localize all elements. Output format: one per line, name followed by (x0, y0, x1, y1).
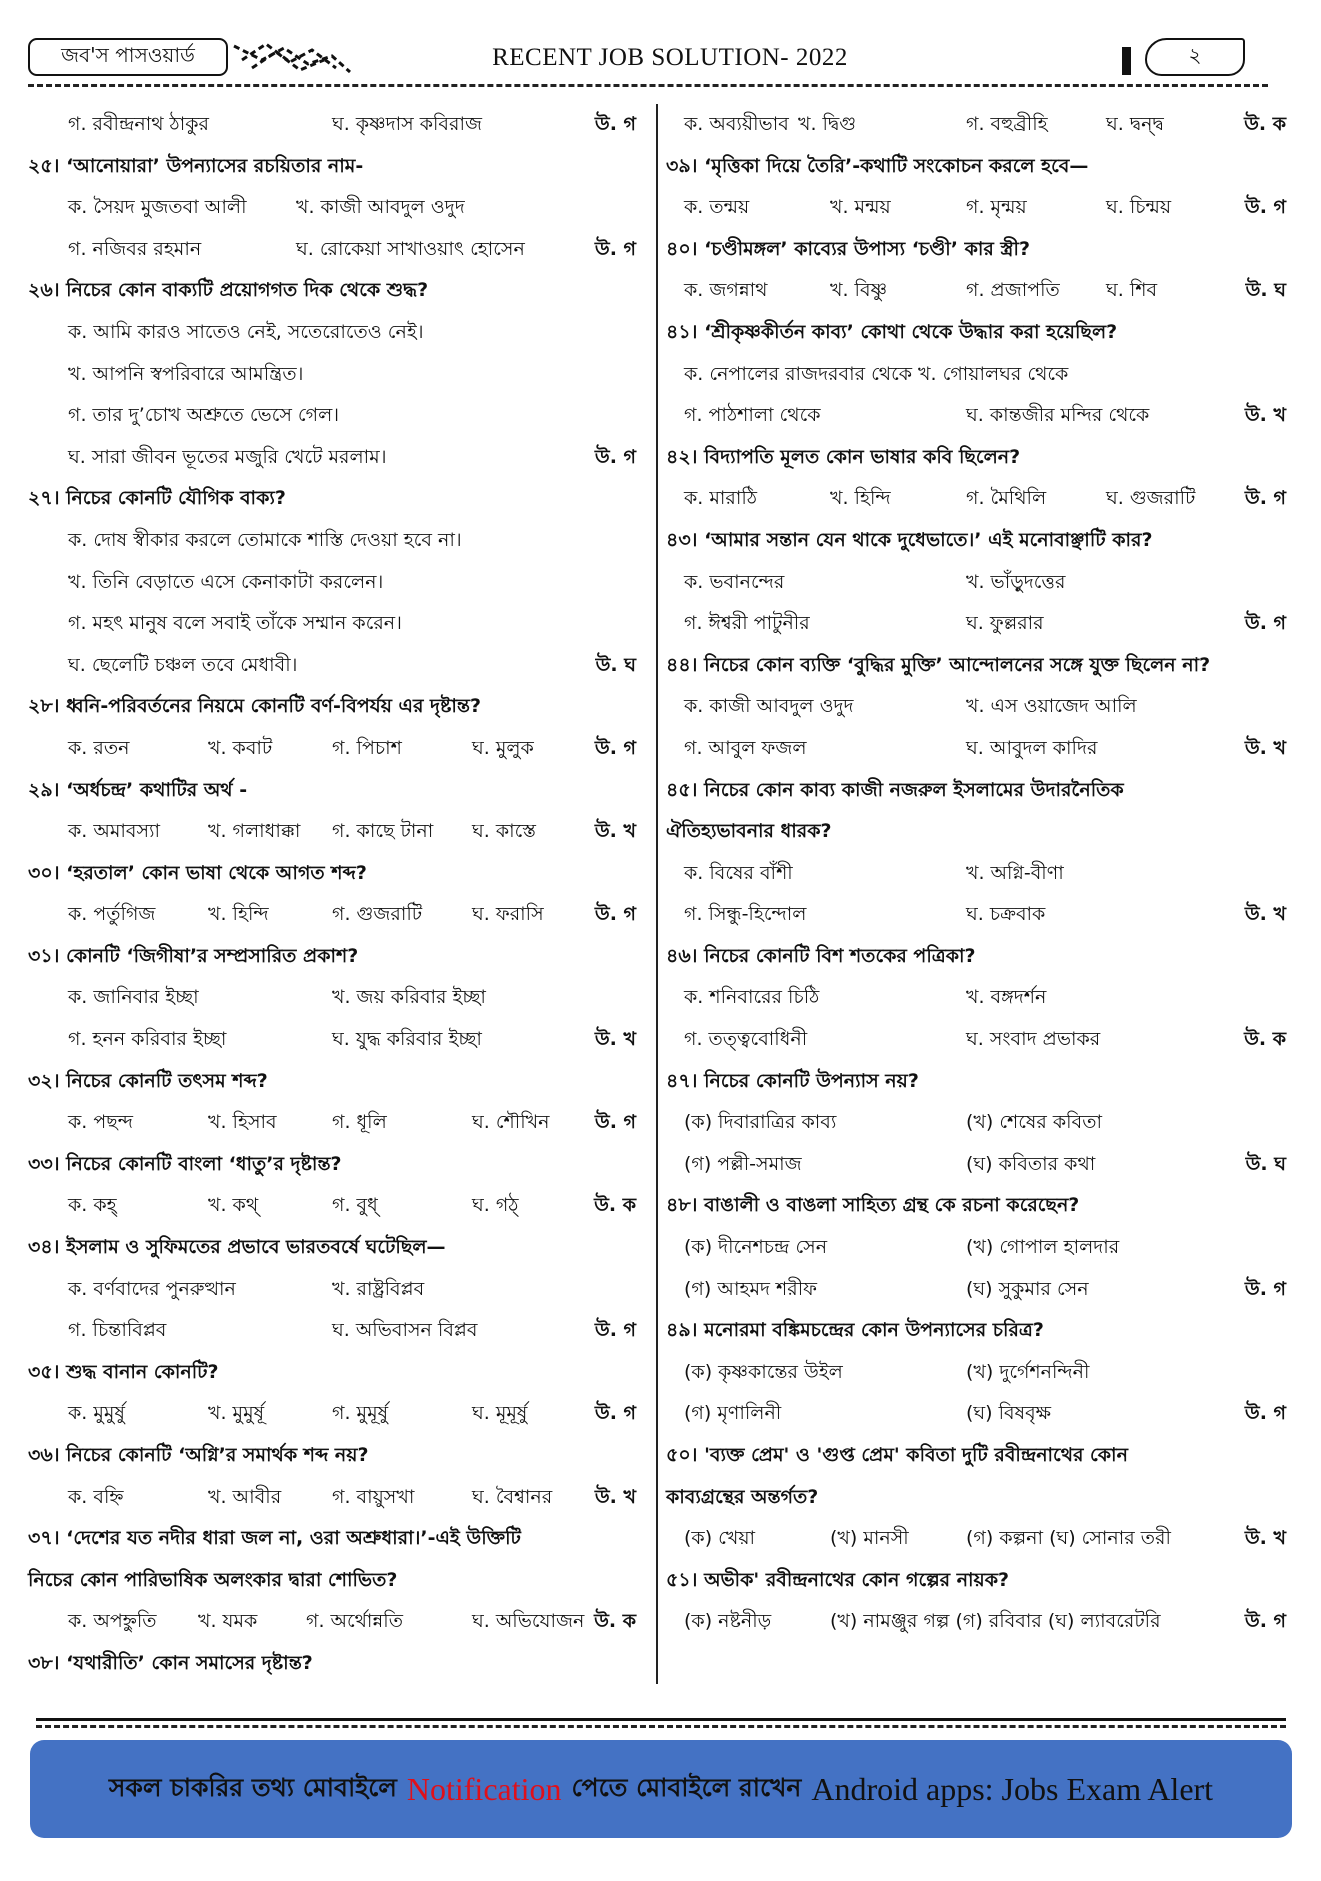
options-row (28, 437, 648, 479)
option-text: ঘ. অভিবাসন বিপ্লব (332, 1319, 478, 1342)
option-text: খ. বিষ্ণু (830, 279, 888, 302)
option-text: (ঘ) সুকুমার সেন (966, 1277, 1089, 1300)
options-row (28, 894, 648, 936)
answer-label: উ. ঘ (1245, 1152, 1286, 1175)
option-text: ক. নেপালের রাজদরবার থেকে খ. গোয়ালঘর থেকে (684, 362, 1069, 385)
option-text: ক. বর্ণবাদের পুনরুত্থান (68, 1277, 236, 1300)
options-row (28, 1185, 648, 1227)
option-text: খ. রাষ্ট্রবিপ্লব (332, 1277, 425, 1300)
option-text: খ. আবীর (208, 1485, 282, 1508)
column-divider (656, 104, 658, 1684)
banner-suffix: Android apps: Jobs Exam Alert (811, 1770, 1214, 1807)
answer-label: উ. খ (594, 1485, 636, 1508)
options-row (28, 354, 648, 396)
option-text: গ. ধূলি (332, 1111, 387, 1134)
question-text: ৩১। কোনটি ‘জিগীষা’র সম্প্রসারিত প্রকাশ? (28, 944, 359, 967)
question-text: ৪৪। নিচের কোন ব্যক্তি ‘বুদ্ধির মুক্তি’ আন্দোলনের সঙ্গে যুক্ত ছিলেন না? (666, 653, 1211, 676)
option-text: গ. বায়ুসখা (332, 1485, 415, 1508)
question-text: ২৭। নিচের কোনটি যৌগিক বাক্য? (28, 487, 286, 510)
options-row (666, 1393, 1286, 1435)
options-row (28, 1393, 648, 1435)
option-text: খ. জয় করিবার ইচ্ছা (332, 986, 486, 1009)
options-row (28, 229, 648, 271)
option-text: ক. দোষ স্বীকার করলে তোমাকে শাস্তি দেওয়া হবে না। (68, 528, 462, 551)
option-text: গ. নজিবর রহমান (68, 237, 202, 260)
option-text: গ. মহৎ মানুষ বলে সবাই তাঁকে সম্মান করেন। (68, 612, 402, 635)
options-row (666, 853, 1286, 895)
option-text: ক. মারাঠি (684, 487, 757, 510)
option-text: (ক) দীনেশচন্দ্র সেন (684, 1236, 828, 1259)
option-text: ঘ. শৌখিন (472, 1111, 550, 1134)
options-row (28, 520, 648, 562)
option-text: খ. ভাঁড়ুদত্তের (966, 570, 1066, 593)
option-text: (গ) কল্পনা (ঘ) সোনার তরী (966, 1527, 1171, 1550)
option-text: ঘ. রোকেয়া সাখাওয়াৎ হোসেন (296, 237, 525, 260)
option-text: খ. আপনি স্বপরিবারে আমন্ত্রিত। (68, 362, 304, 385)
option-text: ঘ. মূমূর্ষু (472, 1402, 528, 1425)
answer-label: উ. গ (594, 1111, 636, 1134)
answer-label: উ. ক (1244, 1028, 1286, 1051)
option-text: খ. তিনি বেড়াতে এসে কেনাকাটা করলেন। (68, 570, 384, 593)
option-text: ক. বিষের বাঁশী (684, 861, 793, 884)
option-text: (খ) গোপাল হালদার (966, 1236, 1120, 1259)
option-text: ক. পছন্দ (68, 1111, 134, 1134)
options-row (666, 1144, 1286, 1186)
document-title: RECENT JOB SOLUTION- 2022 (492, 44, 848, 71)
options-row (28, 645, 648, 687)
option-text: ঘ. কাস্তে (472, 820, 536, 843)
option-text: ঘ. চিন্ময় (1106, 196, 1172, 219)
options-row (666, 562, 1286, 604)
options-row (666, 478, 1286, 520)
options-row (28, 728, 648, 770)
answer-label: উ. ঘ (595, 653, 636, 676)
option-text: গ. মুমূর্ষু (332, 1402, 389, 1425)
option-text: (ক) নষ্টনীড় (684, 1610, 772, 1633)
option-text: ঘ. চক্রবাক (966, 903, 1046, 926)
question-text: ৪৮। বাঙালী ও বাঙলা সাহিত্য গ্রন্থ কে রচনা করেছেন? (666, 1194, 1080, 1217)
option-text: খ. বঙ্গদর্শন (966, 986, 1047, 1009)
answer-label: উ. গ (594, 445, 636, 468)
option-text: ঘ. মুলুক (472, 736, 534, 759)
option-text: (গ) মৃণালিনী (684, 1402, 782, 1425)
option-text: (গ) পল্লী-সমাজ (684, 1152, 802, 1175)
answer-label: উ. গ (594, 113, 636, 135)
app-promo-banner[interactable] (30, 1740, 1292, 1838)
question-text: ৪৩। ‘আমার সন্তান যেন থাকে দুধেভাতে।’ এই মনোবাঞ্ছাটি কার? (666, 528, 1153, 551)
option-text: খ. হিন্দি (830, 487, 891, 510)
option-text: ঘ. আবুদল কাদির (966, 736, 1098, 759)
option-text: খ. মুমুর্ষূ (208, 1402, 265, 1425)
question-text: ২৬। নিচের কোন বাক্যটি প্রয়োগগত দিক থেকে শুদ্ধ? (28, 279, 429, 302)
answer-label: উ. খ (594, 820, 636, 843)
options-row (666, 1352, 1286, 1394)
option-text: ক. কাজী আবদুল ওদুদ (684, 695, 854, 718)
answer-label: উ. গ (1244, 1277, 1286, 1300)
options-row (666, 1269, 1286, 1311)
options-row (28, 312, 648, 354)
option-text: ঘ. শিব (1106, 279, 1158, 302)
answer-label: উ. গ (1244, 1610, 1286, 1633)
options-row (28, 1019, 648, 1061)
question-text: ৩৯। ‘মৃত্তিকা দিয়ে তৈরি’-কথাটি সংকোচন করলে হবে— (666, 154, 1089, 177)
option-text: ক. রতন (68, 736, 130, 759)
option-text: খ. গলাধাক্কা (208, 820, 301, 843)
options-row (666, 104, 1286, 146)
brand-label: জব'স পাসওয়ার্ড (28, 38, 228, 76)
question-text: ৩০। ‘হরতাল’ কোন ভাষা থেকে আগত শব্দ? (28, 861, 367, 884)
option-text: খ. দ্বিগু (798, 113, 857, 135)
option-text: ক. শনিবারের চিঠি (684, 986, 820, 1009)
answer-label: উ. গ (594, 903, 636, 926)
answer-label: উ. গ (594, 1402, 636, 1425)
question-text: ৪২। বিদ্যাপতি মূলত কোন ভাষার কবি ছিলেন? (666, 445, 1021, 468)
footer-divider (36, 1718, 1286, 1728)
question-text: ৩৩। নিচের কোনটি বাংলা ‘ধাতু’র দৃষ্টান্ত? (28, 1152, 342, 1175)
option-text: (ঘ) বিষবৃক্ষ (966, 1402, 1052, 1425)
option-text: খ. হিসাব (208, 1111, 277, 1134)
options-row (666, 894, 1286, 936)
options-row (666, 603, 1286, 645)
question-text: ৪৫। নিচের কোন কাব্য কাজী নজরুল ইসলামের উদারনৈতিক (666, 778, 1124, 801)
options-row (666, 977, 1286, 1019)
options-row (28, 1310, 648, 1352)
option-text: গ. বুধ্ (332, 1194, 378, 1217)
question-text: ৩২। নিচের কোনটি তৎসম শব্দ? (28, 1069, 268, 1092)
question-text: ৩৭। ‘দেশের যত নদীর ধারা জল না, ওরা অশ্রুধারা।’-এই উক্তিটি (28, 1527, 521, 1550)
options-row (28, 187, 648, 229)
option-text: ক. অব্যয়ীভাব (684, 113, 789, 135)
option-text: গ. কাছে টানা (332, 820, 434, 843)
banner-highlight: Notification (406, 1770, 562, 1807)
option-text: ক. অপহ্নুতি (68, 1610, 157, 1633)
question-text: ৩৪। ইসলাম ও সুফিমতের প্রভাবে ভারতবর্ষে ঘটেছিল— (28, 1236, 446, 1259)
answer-label: উ. গ (1244, 196, 1286, 219)
option-text: গ. তত্ত্ববোধিনী (684, 1028, 808, 1051)
option-text: ঘ. ফরাসি (472, 903, 544, 926)
option-text: (খ) নামঞ্জুর গল্প (গ) রবিবার (ঘ) ল্যাবরেটরি (830, 1610, 1161, 1633)
options-row (28, 1601, 648, 1643)
option-text: খ. হিন্দি (208, 903, 269, 926)
option-text: (খ) মানসী (830, 1527, 909, 1550)
options-row (28, 1477, 648, 1519)
option-text: ঘ. কৃষ্ণদাস কবিরাজ (332, 113, 482, 135)
option-text: গ. বহুব্রীহি (966, 113, 1048, 135)
option-text: ক. আমি কারও সাতেও নেই, সতেরোতেও নেই। (68, 320, 424, 343)
option-text: গ. চিন্তাবিপ্লব (68, 1319, 167, 1342)
question-text: ৩৫। শুদ্ধ বানান কোনটি? (28, 1360, 219, 1383)
answer-label: উ. গ (594, 1319, 636, 1342)
answer-label: উ. গ (1244, 612, 1286, 635)
answer-label: উ. গ (1244, 487, 1286, 510)
option-text: খ. যমক (198, 1610, 258, 1633)
option-text: ক. সৈয়দ মুজতবা আলী (68, 196, 247, 219)
option-text: ঘ. ফুল্লরার (966, 612, 1044, 635)
option-text: ক. জগন্নাথ (684, 279, 768, 302)
question-text: ২৫। ‘আনোয়ারা’ উপন্যাসের রচয়িতার নাম- (28, 154, 364, 177)
question-text: কাব্যগ্রন্থের অন্তর্গত? (666, 1485, 819, 1508)
page-number: ২ (1145, 38, 1245, 76)
option-text: খ. অগ্নি-বীণা (966, 861, 1064, 884)
options-row (666, 187, 1286, 229)
option-text: ক. কহ্ (68, 1194, 117, 1217)
question-text: ৩৬। নিচের কোনটি ‘অগ্নি’র সমার্থক শব্দ নয়? (28, 1444, 369, 1466)
question-text: ৫০। 'ব্যক্ত প্রেম' ও 'গুপ্ত প্রেম' কবিতা দুটি রবীন্দ্রনাথের কোন (666, 1444, 1128, 1466)
option-text: ঘ. যুদ্ধ করিবার ইচ্ছা (332, 1028, 482, 1051)
left-column (28, 104, 648, 1685)
option-text: গ. মৈথিলি (966, 487, 1047, 510)
option-text: ক. ভবানন্দের (684, 570, 785, 593)
option-text: ঘ. অভিযোজন (472, 1610, 585, 1633)
option-text: গ. হনন করিবার ইচ্ছা (68, 1028, 227, 1051)
option-text: (খ) শেষের কবিতা (966, 1111, 1102, 1134)
answer-label: উ. ক (594, 1610, 636, 1633)
question-text: ২৮। ধ্বনি-পরিবর্তনের নিয়মে কোনটি বর্ণ-বিপর্যয় এর দৃষ্টান্ত? (28, 695, 482, 718)
answer-label: উ. গ (594, 237, 636, 260)
right-column (666, 104, 1286, 1643)
option-text: গ. মৃন্ময় (966, 196, 1027, 219)
answer-label: উ. ক (594, 1194, 636, 1217)
question-text: ৪১। ‘শ্রীকৃষ্ণকীর্তন কাব্য’ কোথা থেকে উদ্ধার করা হয়েছিল? (666, 320, 1118, 343)
options-row (666, 1102, 1286, 1144)
option-text: গ. আবুল ফজল (684, 736, 807, 759)
option-text: ক. তন্ময় (684, 196, 750, 219)
answer-label: উ. খ (1244, 404, 1286, 427)
answer-label: উ. খ (1244, 1527, 1286, 1550)
question-text: ৪০। ‘চণ্ডীমঙ্গল’ কাব্যের উপাস্য ‘চণ্ডী’ কার স্ত্রী? (666, 237, 1030, 260)
options-row (28, 1102, 648, 1144)
answer-label: উ. খ (1244, 736, 1286, 759)
options-row (28, 395, 648, 437)
option-text: (ক) কৃষ্ণকান্তের উইল (684, 1360, 843, 1383)
option-text: (ঘ) কবিতার কথা (966, 1152, 1096, 1175)
option-text: ঘ. সংবাদ প্রভাকর (966, 1028, 1101, 1051)
option-text: ক. বহ্নি (68, 1485, 124, 1508)
option-text: ঘ. বৈশ্বানর (472, 1485, 553, 1508)
options-row (28, 1269, 648, 1311)
option-text: ক. জানিবার ইচ্ছা (68, 986, 199, 1009)
header-divider (28, 84, 1268, 87)
decorative-pattern-icon (232, 38, 352, 78)
option-text: গ. ঈশ্বরী পাটুনীর (684, 612, 810, 635)
option-text: ঘ. দ্বন্দ্ব (1106, 113, 1164, 135)
option-text: গ. অর্থোন্নতি (306, 1610, 403, 1633)
options-row (666, 1518, 1286, 1560)
banner-middle: পেতে মোবাইলে রাখেন (571, 1772, 802, 1802)
options-row (666, 395, 1286, 437)
options-row (666, 270, 1286, 312)
options-row (28, 811, 648, 853)
question-text: ৩৮। ‘যথারীতি’ কোন সমাসের দৃষ্টান্ত? (28, 1651, 313, 1674)
option-text: গ. প্রজাপতি (966, 279, 1060, 302)
question-text: ৪৯। মনোরমা বঙ্কিমচন্দ্রের কোন উপন্যাসের চরিত্র? (666, 1319, 1044, 1342)
option-text: ঘ. সারা জীবন ভূতের মজুরি খেটে মরলাম। (68, 445, 387, 468)
option-text: গ. সিন্ধু-হিন্দোল (684, 903, 807, 926)
banner-prefix: সকল চাকরির তথ্য মোবাইলে (108, 1772, 397, 1802)
question-text: ২৯। ‘অর্ধচন্দ্র’ কথাটির অর্থ - (28, 778, 248, 801)
answer-label: উ. গ (594, 736, 636, 759)
options-row (28, 104, 648, 146)
option-text: (খ) দুর্গেশনন্দিনী (966, 1360, 1090, 1383)
answer-label: উ. খ (1244, 903, 1286, 926)
question-text: ঐতিহ্যভাবনার ধারক? (666, 820, 832, 843)
question-text: ৪৬। নিচের কোনটি বিশ শতকের পত্রিকা? (666, 944, 976, 967)
header-bar-decoration (1122, 47, 1131, 75)
options-row (28, 562, 648, 604)
option-text: গ. রবীন্দ্রনাথ ঠাকুর (68, 113, 209, 135)
option-text: খ. মন্ময় (830, 196, 891, 219)
option-text: খ. এস ওয়াজেদ আলি (966, 695, 1137, 718)
option-text: ক. অমাবস্যা (68, 820, 161, 843)
option-text: ক. পর্তুগিজ (68, 903, 156, 926)
options-row (28, 977, 648, 1019)
options-row (666, 686, 1286, 728)
option-text: গ. পিচাশ (332, 736, 402, 759)
options-row (666, 1601, 1286, 1643)
option-text: খ. কথ্ (208, 1194, 259, 1217)
options-row (666, 728, 1286, 770)
option-text: (ক) দিবারাত্রির কাব্য (684, 1111, 837, 1134)
options-row (666, 354, 1286, 396)
question-text: ৪৭। নিচের কোনটি উপন্যাস নয়? (666, 1069, 919, 1092)
option-text: গ. তার দু’চোখ অশ্রুতে ভেসে গেল। (68, 404, 340, 427)
options-row (666, 1227, 1286, 1269)
options-row (28, 603, 648, 645)
option-text: ঘ. গঠ্ (472, 1194, 519, 1217)
option-text: (গ) আহমদ শরীফ (684, 1277, 818, 1300)
option-text: গ. গুজরাটি (332, 903, 423, 926)
option-text: খ. কবাট (208, 736, 273, 759)
question-text: ৫১। অভীক' রবীন্দ্রনাথের কোন গল্পের নায়ক? (666, 1568, 1010, 1591)
option-text: ক. মুমুর্ষু (68, 1402, 125, 1425)
options-row (666, 1019, 1286, 1061)
answer-label: উ. ক (1244, 113, 1286, 135)
answer-label: উ. ঘ (1245, 279, 1286, 302)
option-text: ঘ. গুজরাটি (1106, 487, 1196, 510)
option-text: ঘ. কান্তজীর মন্দির থেকে (966, 404, 1150, 427)
option-text: (ক) খেয়া (684, 1527, 756, 1550)
option-text: ঘ. ছেলেটি চঞ্চল তবে মেধাবী। (68, 653, 298, 676)
option-text: খ. কাজী আবদুল ওদুদ (296, 196, 465, 219)
question-text: নিচের কোন পারিভাষিক অলংকার দ্বারা শোভিত? (28, 1568, 398, 1591)
answer-label: উ. খ (594, 1028, 636, 1051)
answer-label: উ. গ (1244, 1402, 1286, 1425)
option-text: গ. পাঠশালা থেকে (684, 404, 821, 427)
